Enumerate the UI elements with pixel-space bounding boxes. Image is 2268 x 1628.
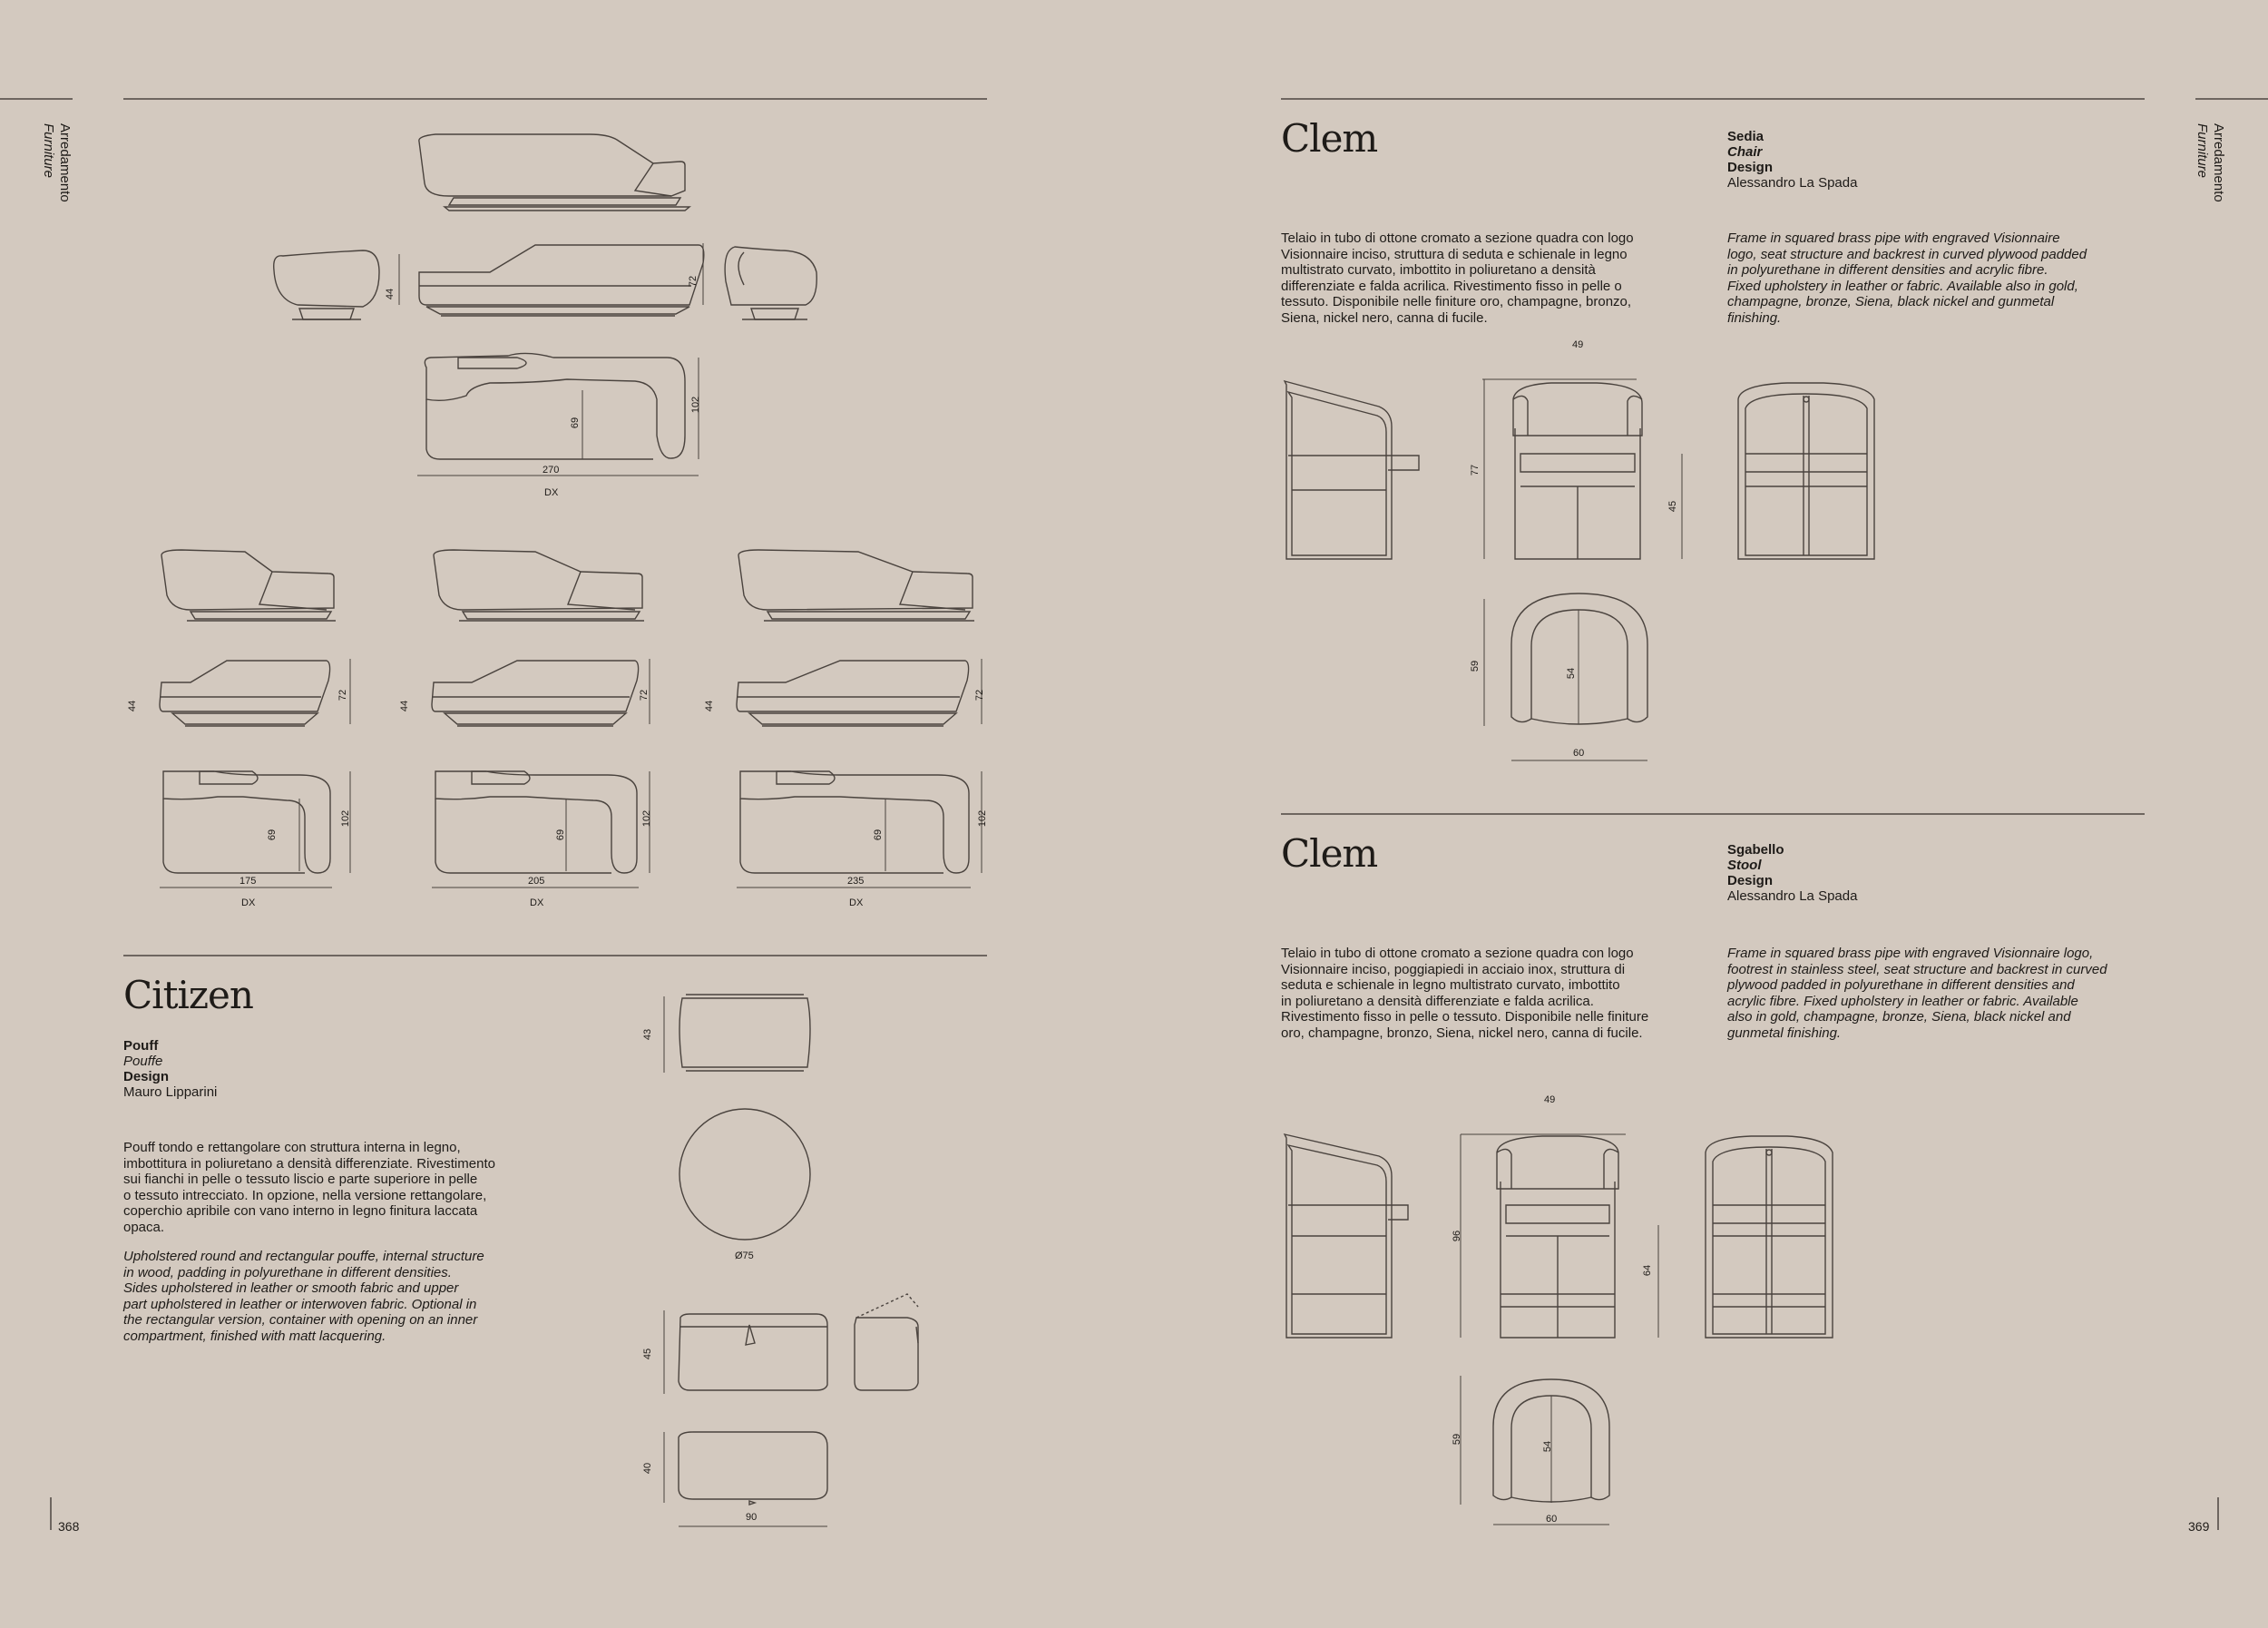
section-label-en: Furniture bbox=[2195, 123, 2210, 179]
dim-235-inner: 69 bbox=[873, 829, 885, 841]
dim-stool-depth: 59 bbox=[1452, 1433, 1463, 1446]
section-label-it: Arredamento bbox=[57, 123, 73, 202]
clem-stool-desc-it-line: seduta e schienale in legno multistrato curvato, imbottito bbox=[1281, 977, 1620, 993]
left-margin-rule bbox=[0, 98, 73, 100]
dim-chair-inner: 54 bbox=[1566, 667, 1578, 680]
left-section-label bbox=[40, 123, 73, 202]
dim-175-depth: 102 bbox=[340, 809, 352, 828]
dim-175-inner: 69 bbox=[267, 829, 279, 841]
clem-stool-desc-it-line: Visionnaire inciso, poggiapiedi in acciaio inox, struttura di bbox=[1281, 961, 1626, 977]
citizen-desc-it-line: opaca. bbox=[123, 1219, 165, 1235]
citizen-desc-en-line: Sides upholstered in leather or smooth fabric and upper bbox=[123, 1280, 459, 1296]
clem-chair-desc-it-line: Siena, nickel nero, canna di fucile. bbox=[1281, 309, 1488, 326]
clem-stool-desc-en-line: also in gold, champagne, bronze, Siena, black nickel and bbox=[1727, 1009, 2071, 1025]
citizen-desc-en-line: compartment, finished with matt lacquering. bbox=[123, 1328, 386, 1344]
clem-chair-desc-it-line: differenziate e falda acrilica. Rivestimento fisso in pelle o bbox=[1281, 278, 1622, 294]
clem-stool-desc-en-line: Frame in squared brass pipe with engraved Visionnaire logo, bbox=[1727, 946, 2094, 961]
dim-chair-height: 77 bbox=[1470, 464, 1481, 476]
dim-235-depth: 102 bbox=[977, 809, 989, 828]
page-number-left: 368 bbox=[58, 1519, 80, 1534]
page-number-right: 369 bbox=[2188, 1519, 2210, 1534]
dim-175-width: 175 bbox=[240, 876, 257, 887]
section-label-en: Furniture bbox=[41, 123, 56, 179]
clem-stool-description-en bbox=[1727, 946, 2107, 1041]
clem-stool-type-en: Stool bbox=[1727, 858, 1762, 873]
clem-stool-designer: Alessandro La Spada bbox=[1727, 888, 1858, 904]
right-bottom-tick bbox=[2217, 1497, 2219, 1530]
clem-stool-drawings bbox=[1279, 1098, 1860, 1534]
right-top-rule bbox=[1281, 98, 2145, 100]
sofa-variant-205-drawings bbox=[399, 544, 653, 926]
clem-stool-type-it: Sgabello bbox=[1727, 842, 1784, 858]
clem-chair-designer: Alessandro La Spada bbox=[1727, 175, 1858, 191]
clem-chair-type-en: Chair bbox=[1727, 144, 1763, 160]
clem-stool-design-label: Design bbox=[1727, 873, 1774, 888]
clem-stool-desc-en-line: plywood padded in polyurethane in different densities and bbox=[1727, 977, 2075, 993]
dim-chair-depth: 59 bbox=[1470, 660, 1481, 672]
dim-205-seat-h: 44 bbox=[399, 700, 411, 712]
clem-stool-desc-it-line: oro, champagne, bronzo, Siena, nickel nero, canna di fucile. bbox=[1281, 1025, 1643, 1041]
dim-citizen-rect-h: 45 bbox=[642, 1348, 654, 1360]
dim-205-side: DX bbox=[530, 897, 544, 908]
dim-stool-seat: 64 bbox=[1642, 1264, 1654, 1277]
dim-chair-seat: 45 bbox=[1667, 500, 1679, 513]
dim-main-width: 270 bbox=[543, 465, 560, 476]
clem-stool-desc-it-line: Telaio in tubo di ottone cromato a sezione quadra con logo bbox=[1281, 946, 1634, 961]
clem-chair-drawings bbox=[1279, 345, 1914, 780]
citizen-desc-it-line: coperchio apribile con vano interno in legno finitura laccata bbox=[123, 1203, 478, 1219]
sofa-main-drawings bbox=[272, 127, 816, 508]
dim-main-depth: 102 bbox=[690, 396, 702, 414]
clem-chair-desc-en-line: logo, seat structure and backrest in curved plywood padded bbox=[1727, 246, 2087, 262]
dim-235-side: DX bbox=[849, 897, 864, 908]
citizen-designer: Mauro Lipparini bbox=[123, 1084, 218, 1100]
clem-chair-desc-en-line: champagne, bronze, Siena, black nickel and gunmetal bbox=[1727, 294, 2055, 309]
clem-stool-desc-it-line: Rivestimento fisso in pelle o tessuto. Disponibile nelle finiture bbox=[1281, 1009, 1649, 1025]
dim-stool-width: 49 bbox=[1544, 1094, 1556, 1105]
dim-main-side: DX bbox=[544, 487, 559, 498]
dim-175-seat-h: 44 bbox=[127, 700, 139, 712]
dim-main-inner: 69 bbox=[570, 417, 582, 429]
citizen-description-en bbox=[123, 1249, 484, 1344]
sofa-variant-235-drawings bbox=[704, 544, 976, 926]
clem-stool-desc-en-line: gunmetal finishing. bbox=[1727, 1025, 1842, 1041]
clem-chair-type-it: Sedia bbox=[1727, 129, 1765, 144]
clem-chair-desc-en-line: Frame in squared brass pipe with engraved Visionnaire bbox=[1727, 230, 2060, 246]
citizen-description-it bbox=[123, 1140, 495, 1235]
dim-citizen-diameter: Ø75 bbox=[735, 1250, 754, 1261]
citizen-drawings bbox=[635, 989, 925, 1534]
citizen-design-label: Design bbox=[123, 1069, 170, 1084]
clem-stool-desc-en-line: footrest in stainless steel, seat structure and backrest in curved bbox=[1727, 961, 2107, 977]
right-margin-rule bbox=[2195, 98, 2268, 100]
dim-235-back-h: 72 bbox=[974, 689, 986, 701]
dim-citizen-rect-top-h: 40 bbox=[642, 1462, 654, 1475]
clem-chair-desc-it-line: multistrato curvato, imbottito in poliuretano a densità bbox=[1281, 262, 1596, 278]
clem-chair-desc-en-line: in polyurethane in different densities and acrylic fibre. bbox=[1727, 262, 2048, 278]
citizen-desc-en-line: in wood, padding in polyurethane in different densities. bbox=[123, 1264, 452, 1280]
clem-stool-meta bbox=[1727, 842, 1857, 904]
clem-stool-title: Clem bbox=[1281, 831, 1378, 876]
section-label-it: Arredamento bbox=[2211, 123, 2226, 202]
citizen-title: Citizen bbox=[123, 973, 253, 1017]
dim-205-inner: 69 bbox=[555, 829, 567, 841]
dim-chair-width: 49 bbox=[1572, 339, 1584, 350]
dim-235-width: 235 bbox=[847, 876, 865, 887]
right-section-label bbox=[2194, 123, 2226, 202]
dim-175-back-h: 72 bbox=[337, 689, 349, 701]
citizen-desc-it-line: sui fianchi in pelle o tessuto liscio e parte superiore in pelle bbox=[123, 1172, 478, 1187]
citizen-desc-en-line: part upholstered in leather or interwoven fabric. Optional in bbox=[123, 1296, 477, 1312]
clem-chair-description-it bbox=[1281, 230, 1634, 326]
dim-stool-height: 96 bbox=[1452, 1230, 1463, 1242]
citizen-section-rule bbox=[123, 955, 987, 956]
dim-205-depth: 102 bbox=[641, 809, 653, 828]
clem-stool-desc-it-line: in poliuretano a densità differenziate e falda acrilica. bbox=[1281, 993, 1594, 1009]
clem-chair-desc-it-line: Visionnaire inciso, struttura di seduta e schienale in legno bbox=[1281, 246, 1628, 262]
clem-chair-title: Clem bbox=[1281, 116, 1378, 161]
clem-chair-desc-en-line: Fixed upholstery in leather or fabric. Available also in gold, bbox=[1727, 278, 2078, 294]
dim-235-seat-h: 44 bbox=[704, 700, 716, 712]
clem-chair-description-en bbox=[1727, 230, 2087, 326]
left-bottom-tick bbox=[50, 1497, 52, 1530]
clem-stool-description-it bbox=[1281, 946, 1648, 1041]
citizen-type-en: Pouffe bbox=[123, 1054, 163, 1069]
dim-205-width: 205 bbox=[528, 876, 545, 887]
clem-chair-desc-en-line: finishing. bbox=[1727, 309, 1782, 326]
clem-stool-desc-en-line: acrylic fibre. Fixed upholstery in leather or fabric. Available bbox=[1727, 993, 2078, 1009]
dim-main-back-h: 72 bbox=[688, 275, 699, 288]
sofa-variant-175-drawings bbox=[127, 544, 363, 926]
dim-205-back-h: 72 bbox=[639, 689, 650, 701]
dim-main-seat-h: 44 bbox=[385, 288, 396, 300]
clem-chair-desc-it-line: tessuto. Disponibile nelle finiture oro, champagne, bronzo, bbox=[1281, 294, 1632, 309]
clem-chair-design-label: Design bbox=[1727, 160, 1774, 175]
citizen-desc-it-line: imbottitura in poliuretano a densità differenziate. Rivestimento bbox=[123, 1155, 495, 1172]
dim-citizen-round-h: 43 bbox=[642, 1028, 654, 1041]
clem-chair-desc-it-line: Telaio in tubo di ottone cromato a sezione quadra con logo bbox=[1281, 230, 1634, 246]
dim-citizen-rect-w: 90 bbox=[746, 1512, 758, 1523]
clem-chair-meta bbox=[1727, 129, 1857, 191]
citizen-desc-it-line: o tessuto intrecciato. In opzione, nella versione rettangolare, bbox=[123, 1187, 487, 1203]
clem-stool-section-rule bbox=[1281, 813, 2145, 815]
citizen-desc-en-line: the rectangular version, container with opening on an inner bbox=[123, 1312, 478, 1328]
citizen-meta bbox=[123, 1038, 217, 1100]
dim-chair-plan-w: 60 bbox=[1573, 748, 1585, 759]
citizen-desc-it-line: Pouff tondo e rettangolare con struttura interna in legno, bbox=[123, 1140, 461, 1155]
dim-stool-plan-w: 60 bbox=[1546, 1514, 1558, 1525]
citizen-type-it: Pouff bbox=[123, 1038, 159, 1054]
citizen-desc-en-line: Upholstered round and rectangular pouffe, internal structure bbox=[123, 1249, 484, 1264]
left-top-rule bbox=[123, 98, 987, 100]
dim-stool-inner: 54 bbox=[1542, 1440, 1554, 1453]
dim-175-side: DX bbox=[241, 897, 256, 908]
